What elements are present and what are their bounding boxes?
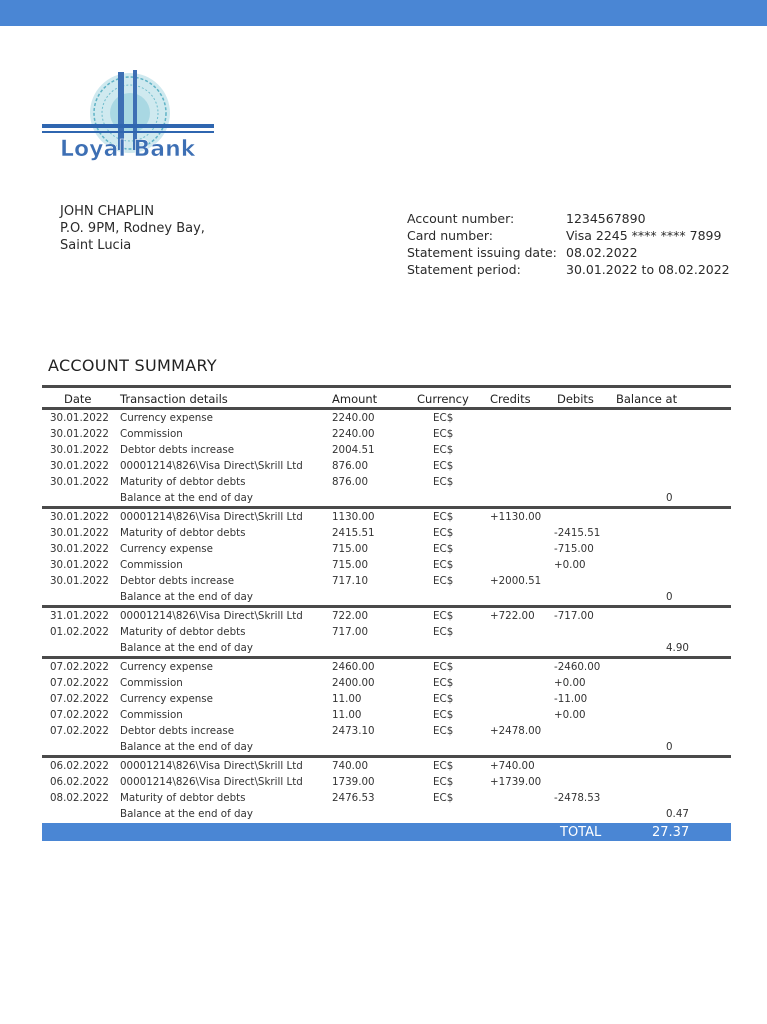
statement-period-label: Statement period: xyxy=(407,262,521,277)
cell-balance: 4.90 xyxy=(666,642,689,654)
table-row xyxy=(42,589,731,605)
cell-amount: 1739.00 xyxy=(332,776,375,788)
cell-currency: EC$ xyxy=(433,709,454,721)
table-row xyxy=(42,675,731,691)
transaction-group xyxy=(42,659,731,758)
cell-date: 30.01.2022 xyxy=(50,559,109,571)
cell-details: Maturity of debtor debts xyxy=(120,527,246,539)
cell-details: Debtor debts increase xyxy=(120,725,235,737)
cell-date: 08.02.2022 xyxy=(50,792,109,804)
table-row xyxy=(42,442,731,458)
cell-details: Debtor debts increase xyxy=(120,575,235,587)
cell-date: 07.02.2022 xyxy=(50,725,109,737)
table-row xyxy=(42,774,731,790)
cell-date: 06.02.2022 xyxy=(50,760,109,772)
cell-details: Balance at the end of day xyxy=(120,741,253,753)
table-row xyxy=(42,458,731,474)
cell-amount: 876.00 xyxy=(332,476,369,488)
cell-details: Currency expense xyxy=(120,661,214,673)
cell-date: 30.01.2022 xyxy=(50,575,109,587)
cell-amount: 2415.51 xyxy=(332,527,375,539)
table-row xyxy=(42,541,731,557)
cell-debits: +0.00 xyxy=(554,709,586,721)
total-bar xyxy=(42,823,731,841)
address-line-2: Saint Lucia xyxy=(60,238,132,253)
cell-date: 07.02.2022 xyxy=(50,693,109,705)
cell-balance: 0.47 xyxy=(666,808,689,820)
header-balance: Balance at xyxy=(616,392,678,406)
header-currency: Currency xyxy=(417,392,469,406)
cell-details: 00001214\826\Visa Direct\Skrill Ltd xyxy=(120,511,303,523)
cell-details: Commission xyxy=(120,709,183,721)
cell-amount: 11.00 xyxy=(332,709,362,721)
cell-details: 00001214\826\Visa Direct\Skrill Ltd xyxy=(120,460,303,472)
cell-details: Maturity of debtor debts xyxy=(120,476,246,488)
table-row xyxy=(42,608,731,624)
cell-details: Balance at the end of day xyxy=(120,808,253,820)
cell-debits: -11.00 xyxy=(554,693,588,705)
card-number-value: Visa 2245 **** **** 7899 xyxy=(566,228,722,243)
cell-details: Commission xyxy=(120,428,183,440)
transaction-group xyxy=(42,509,731,608)
table-row xyxy=(42,790,731,806)
top-accent-bar xyxy=(0,0,767,26)
account-summary-title: ACCOUNT SUMMARY xyxy=(48,356,217,375)
header-debits: Debits xyxy=(557,392,594,406)
cell-currency: EC$ xyxy=(433,693,454,705)
cell-amount: 715.00 xyxy=(332,559,369,571)
table-row xyxy=(42,509,731,525)
cell-balance: 0 xyxy=(666,741,673,753)
table-row xyxy=(42,723,731,739)
cell-amount: 740.00 xyxy=(332,760,369,772)
cell-currency: EC$ xyxy=(433,460,454,472)
account-number-value: 1234567890 xyxy=(566,211,646,226)
cell-debits: -2415.51 xyxy=(554,527,601,539)
table-row xyxy=(42,410,731,426)
cell-currency: EC$ xyxy=(433,677,454,689)
transaction-groups xyxy=(42,410,731,822)
cell-details: Balance at the end of day xyxy=(120,591,253,603)
card-number-label: Card number: xyxy=(407,228,493,243)
account-number-label: Account number: xyxy=(407,211,515,226)
cell-details: Maturity of debtor debts xyxy=(120,792,246,804)
cell-details: Balance at the end of day xyxy=(120,492,253,504)
cell-date: 31.01.2022 xyxy=(50,610,109,622)
cell-currency: EC$ xyxy=(433,776,454,788)
issuing-date-label: Statement issuing date: xyxy=(407,245,557,260)
cell-date: 07.02.2022 xyxy=(50,709,109,721)
transaction-group xyxy=(42,758,731,822)
cell-amount: 2004.51 xyxy=(332,444,375,456)
cell-currency: EC$ xyxy=(433,527,454,539)
cell-balance: 0 xyxy=(666,492,673,504)
cell-date: 01.02.2022 xyxy=(50,626,109,638)
cell-amount: 876.00 xyxy=(332,460,369,472)
cell-details: Currency expense xyxy=(120,543,214,555)
account-info-values xyxy=(566,210,730,278)
cell-details: Balance at the end of day xyxy=(120,642,253,654)
table-header xyxy=(42,388,731,407)
cell-date: 06.02.2022 xyxy=(50,776,109,788)
total-label: TOTAL xyxy=(560,825,602,840)
table-row xyxy=(42,573,731,589)
address-line-1: P.O. 9PM, Rodney Bay, xyxy=(60,221,205,236)
cell-details: Commission xyxy=(120,559,183,571)
table-row xyxy=(42,806,731,822)
cell-credits: +1739.00 xyxy=(490,776,542,788)
cell-currency: EC$ xyxy=(433,543,454,555)
issuing-date-value: 08.02.2022 xyxy=(566,245,638,260)
header-date: Date xyxy=(64,392,92,406)
cell-credits: +1130.00 xyxy=(490,511,542,523)
cell-date: 30.01.2022 xyxy=(50,412,109,424)
cell-amount: 715.00 xyxy=(332,543,369,555)
cell-balance: 0 xyxy=(666,591,673,603)
cell-amount: 2460.00 xyxy=(332,661,375,673)
cell-date: 30.01.2022 xyxy=(50,543,109,555)
statement-period-value: 30.01.2022 to 08.02.2022 xyxy=(566,262,730,277)
cell-currency: EC$ xyxy=(433,792,454,804)
cell-amount: 2476.53 xyxy=(332,792,375,804)
table-row xyxy=(42,758,731,774)
cell-currency: EC$ xyxy=(433,760,454,772)
cell-currency: EC$ xyxy=(433,476,454,488)
customer-name: JOHN CHAPLIN xyxy=(60,204,155,219)
cell-details: Maturity of debtor debts xyxy=(120,626,246,638)
cell-date: 07.02.2022 xyxy=(50,677,109,689)
cell-amount: 11.00 xyxy=(332,693,362,705)
cell-credits: +2000.51 xyxy=(490,575,542,587)
cell-date: 07.02.2022 xyxy=(50,661,109,673)
cell-currency: EC$ xyxy=(433,444,454,456)
cell-details: Currency expense xyxy=(120,693,214,705)
table-row xyxy=(42,624,731,640)
cell-details: 00001214\826\Visa Direct\Skrill Ltd xyxy=(120,776,303,788)
header-details: Transaction details xyxy=(120,392,228,406)
table-row xyxy=(42,659,731,675)
cell-amount: 717.00 xyxy=(332,626,369,638)
cell-details: 00001214\826\Visa Direct\Skrill Ltd xyxy=(120,760,303,772)
table-row xyxy=(42,691,731,707)
cell-credits: +722.00 xyxy=(490,610,535,622)
cell-currency: EC$ xyxy=(433,412,454,424)
bank-name: Loyal Bank xyxy=(60,137,196,162)
table-row xyxy=(42,426,731,442)
table-row xyxy=(42,557,731,573)
cell-amount: 2240.00 xyxy=(332,428,375,440)
cell-debits: -2460.00 xyxy=(554,661,601,673)
cell-amount: 2473.10 xyxy=(332,725,375,737)
cell-currency: EC$ xyxy=(433,626,454,638)
cell-details: 00001214\826\Visa Direct\Skrill Ltd xyxy=(120,610,303,622)
cell-date: 30.01.2022 xyxy=(50,444,109,456)
cell-date: 30.01.2022 xyxy=(50,476,109,488)
cell-debits: +0.00 xyxy=(554,559,586,571)
cell-amount: 1130.00 xyxy=(332,511,375,523)
cell-date: 30.01.2022 xyxy=(50,527,109,539)
cell-date: 30.01.2022 xyxy=(50,460,109,472)
table-row xyxy=(42,474,731,490)
cell-debits: -715.00 xyxy=(554,543,594,555)
table-row xyxy=(42,640,731,656)
cell-currency: EC$ xyxy=(433,610,454,622)
cell-date: 30.01.2022 xyxy=(50,511,109,523)
transaction-group xyxy=(42,410,731,509)
cell-debits: -2478.53 xyxy=(554,792,601,804)
table-row xyxy=(42,490,731,506)
table-row xyxy=(42,525,731,541)
cell-credits: +740.00 xyxy=(490,760,535,772)
cell-currency: EC$ xyxy=(433,661,454,673)
customer-address xyxy=(60,203,205,254)
header-amount: Amount xyxy=(332,392,378,406)
cell-amount: 2240.00 xyxy=(332,412,375,424)
cell-details: Currency expense xyxy=(120,412,214,424)
table-row xyxy=(42,739,731,755)
cell-debits: -717.00 xyxy=(554,610,594,622)
cell-currency: EC$ xyxy=(433,575,454,587)
cell-date: 30.01.2022 xyxy=(50,428,109,440)
cell-credits: +2478.00 xyxy=(490,725,542,737)
cell-currency: EC$ xyxy=(433,428,454,440)
cell-debits: +0.00 xyxy=(554,677,586,689)
transaction-group xyxy=(42,608,731,659)
header-credits: Credits xyxy=(490,392,531,406)
total-value: 27.37 xyxy=(652,825,690,840)
table-row xyxy=(42,707,731,723)
cell-amount: 2400.00 xyxy=(332,677,375,689)
cell-details: Commission xyxy=(120,677,183,689)
cell-details: Debtor debts increase xyxy=(120,444,235,456)
cell-currency: EC$ xyxy=(433,559,454,571)
cell-amount: 717.10 xyxy=(332,575,369,587)
transactions-table xyxy=(42,385,731,841)
account-info-labels xyxy=(407,210,557,278)
cell-currency: EC$ xyxy=(433,511,454,523)
bank-logo xyxy=(40,68,218,168)
cell-currency: EC$ xyxy=(433,725,454,737)
cell-amount: 722.00 xyxy=(332,610,369,622)
